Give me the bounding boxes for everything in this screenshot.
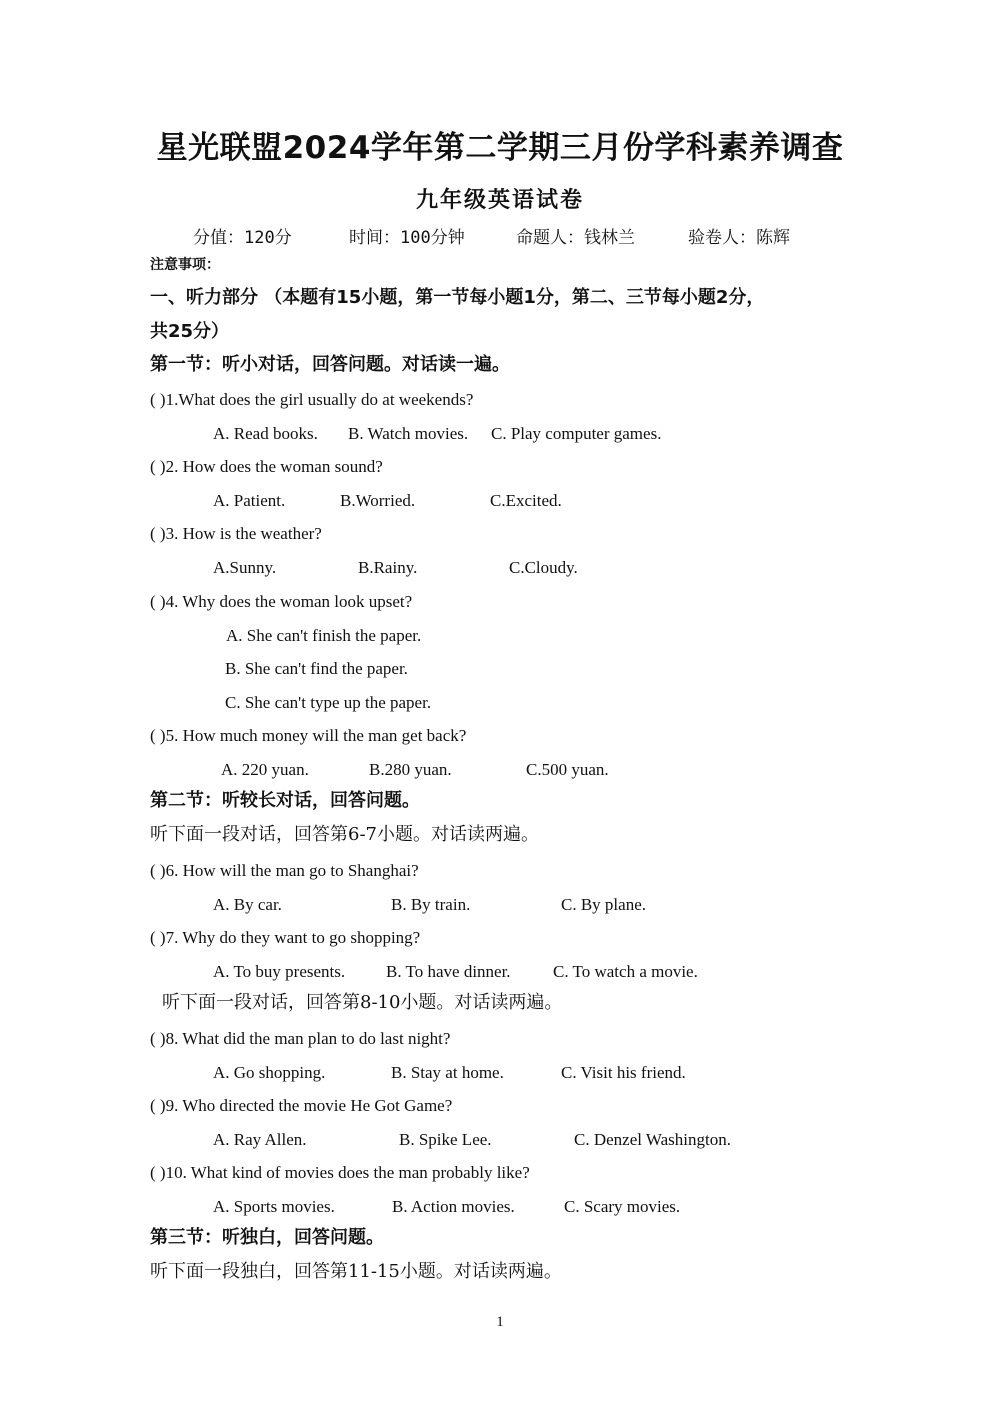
notice-heading: 注意事项：	[150, 257, 220, 273]
q1-option-b: B. Watch movies.	[348, 424, 469, 443]
q7-option-c: C. To watch a movie.	[553, 962, 698, 981]
q4-option-c: C. She can't type up the paper.	[225, 693, 432, 712]
q3-option-b: B.Rainy.	[358, 558, 418, 577]
page-number: 1	[496, 1314, 504, 1330]
q8-option-b: B. Stay at home.	[391, 1063, 504, 1082]
part1-heading-line2: 共25分）	[150, 321, 230, 342]
section3-heading: 第三节：听独白，回答问题。	[150, 1227, 384, 1248]
q4-option-b: B. She can't find the paper.	[225, 659, 408, 678]
q2-option-c: C.Excited.	[490, 491, 562, 510]
q9-option-b: B. Spike Lee.	[399, 1130, 492, 1149]
q4-option-a: A. She can't finish the paper.	[226, 626, 422, 645]
q6-option-c: C. By plane.	[561, 895, 646, 914]
q1-option-a: A. Read books.	[213, 424, 318, 443]
q6-option-a: A. By car.	[213, 895, 282, 914]
instruction-q6-7: 听下面一段对话，回答第6-7小题。对话读两遍。	[150, 824, 539, 845]
question-4: ( )4. Why does the woman look upset?	[150, 592, 413, 611]
section1-heading: 第一节：听小对话，回答问题。对话读一遍。	[150, 354, 510, 375]
q7-option-b: B. To have dinner.	[386, 962, 511, 981]
question-1: ( )1.What does the girl usually do at weekends?	[150, 390, 474, 409]
q9-option-c: C. Denzel Washington.	[574, 1130, 731, 1149]
q3-option-a: A.Sunny.	[213, 558, 277, 577]
instruction-q11-15: 听下面一段独白，回答第11-15小题。对话读两遍。	[150, 1261, 562, 1282]
exam-title: 星光联盟2024学年第二学期三月份学科素养调查	[156, 130, 844, 166]
question-10: ( )10. What kind of movies does the man probably like?	[150, 1163, 530, 1182]
q7-option-a: A. To buy presents.	[213, 962, 346, 981]
q9-option-a: A. Ray Allen.	[213, 1130, 307, 1149]
question-9: ( )9. Who directed the movie He Got Game?	[150, 1096, 453, 1115]
q8-option-a: A. Go shopping.	[213, 1063, 326, 1082]
question-7: ( )7. Why do they want to go shopping?	[150, 928, 421, 947]
question-8: ( )8. What did the man plan to do last night?	[150, 1029, 451, 1048]
question-2: ( )2. How does the woman sound?	[150, 457, 383, 476]
question-6: ( )6. How will the man go to Shanghai?	[150, 861, 419, 880]
q3-option-c: C.Cloudy.	[509, 558, 578, 577]
q2-option-a: A. Patient.	[213, 491, 286, 510]
section2-heading: 第二节：听较长对话，回答问题。	[150, 790, 420, 811]
q5-option-b: B.280 yuan.	[369, 760, 452, 779]
q10-option-a: A. Sports movies.	[213, 1197, 335, 1216]
q10-option-c: C. Scary movies.	[564, 1197, 681, 1216]
part1-heading-line1: 一、听力部分 （本题有15小题，第一节每小题1分，第二、三节每小题2分，	[150, 287, 765, 308]
question-3: ( )3. How is the weather?	[150, 524, 322, 543]
q10-option-b: B. Action movies.	[392, 1197, 515, 1216]
author-info: 命题人：钱林兰	[516, 228, 635, 248]
q5-option-c: C.500 yuan.	[526, 760, 609, 779]
q2-option-b: B.Worried.	[340, 491, 416, 510]
q5-option-a: A. 220 yuan.	[221, 760, 309, 779]
instruction-q8-10: 听下面一段对话，回答第8-10小题。对话读两遍。	[162, 992, 563, 1013]
q6-option-b: B. By train.	[391, 895, 471, 914]
q8-option-c: C. Visit his friend.	[561, 1063, 686, 1082]
score-info: 分值：120分	[193, 228, 292, 248]
time-info: 时间：100分钟	[349, 228, 465, 248]
exam-subtitle: 九年级英语试卷	[415, 187, 584, 213]
question-5: ( )5. How much money will the man get back?	[150, 726, 467, 745]
checker-info: 验卷人：陈辉	[688, 228, 790, 248]
q1-option-c: C. Play computer games.	[491, 424, 662, 443]
